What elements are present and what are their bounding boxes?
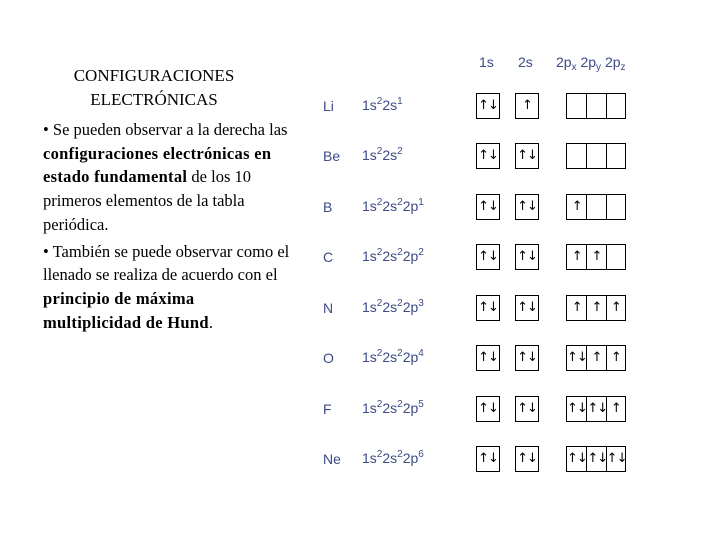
config-orbital: 2p	[402, 248, 419, 264]
spin-up-arrow: ↑	[517, 148, 527, 163]
orbital-cell-2s	[516, 296, 538, 320]
spin-up-arrow: ↑	[591, 249, 602, 264]
config-electron-count: 2	[397, 348, 403, 359]
element-symbol: N	[323, 300, 334, 316]
orbital-cell-2s	[516, 397, 538, 421]
element-row	[0, 344, 720, 374]
orbital-cell-2py	[586, 245, 605, 269]
config-orbital: 2s	[382, 450, 398, 466]
orbital-cell-2pz	[606, 447, 625, 471]
orbital-cell-2px	[567, 195, 586, 219]
spin-down-arrow: ↓	[488, 148, 498, 163]
spin-down-arrow: ↓	[527, 249, 537, 264]
orbital-cell-2pz	[606, 144, 625, 168]
element-symbol: Ne	[323, 451, 341, 467]
spin-up-arrow: ↑	[567, 350, 577, 365]
element-symbol: O	[323, 350, 334, 366]
orbital-box-2p	[566, 143, 626, 169]
spin-up-arrow: ↑	[571, 300, 582, 315]
header-2p-prefix: 2p	[604, 54, 621, 70]
orbital-box-2p	[566, 446, 626, 472]
spin-down-arrow: ↓	[597, 451, 608, 466]
spin-up-arrow: ↑	[610, 401, 621, 416]
spin-up-arrow: ↑	[478, 249, 488, 264]
config-electron-count: 2	[376, 449, 383, 460]
config-orbital: 1s	[362, 198, 377, 214]
config-orbital: 2s	[382, 349, 398, 365]
spin-down-arrow: ↓	[576, 401, 587, 416]
header-py: y	[596, 62, 602, 73]
config-orbital: 1s	[362, 147, 377, 163]
spin-up-arrow: ↑	[478, 401, 488, 416]
bullet-marker: •	[43, 120, 49, 139]
spin-up-arrow: ↑	[478, 300, 488, 315]
bullet-bold-text: configuraciones electrónicas en estado fundamental	[43, 143, 272, 187]
orbital-box-2s	[515, 295, 539, 321]
spin-up-arrow: ↑	[571, 199, 582, 214]
orbital-cell-2px	[567, 245, 586, 269]
orbital-cell-2s	[516, 195, 538, 219]
spin-down-arrow: ↓	[488, 350, 498, 365]
orbital-box-2s	[515, 446, 539, 472]
bullet-text: .	[208, 312, 213, 332]
orbital-cell-2px	[567, 296, 586, 320]
orbital-cell-2s	[516, 245, 538, 269]
bullet-bold-text: principio de máxima multiplicidad de Hund	[43, 288, 209, 332]
orbital-cell-1s	[477, 447, 499, 471]
orbital-box-2s	[515, 194, 539, 220]
orbital-box-2p	[566, 295, 626, 321]
spin-up-arrow: ↑	[478, 148, 488, 163]
orbital-cell-1s	[477, 296, 499, 320]
title-line-1: CONFIGURACIONES	[73, 66, 235, 85]
orbital-cell-2pz	[606, 195, 625, 219]
spin-up-arrow: ↑	[517, 451, 527, 466]
element-symbol: F	[323, 401, 332, 417]
orbital-cell-2s	[516, 447, 538, 471]
config-electron-count: 2	[376, 96, 383, 107]
config-electron-count: 2	[397, 247, 403, 258]
orbital-cell-2py	[586, 144, 605, 168]
orbital-box-2p	[566, 345, 626, 371]
orbital-cell-1s	[477, 245, 499, 269]
orbital-box-1s	[476, 345, 500, 371]
orbital-cell-1s	[477, 397, 499, 421]
header-2p	[556, 54, 626, 73]
orbital-cell-1s	[477, 195, 499, 219]
config-orbital: 2s	[382, 248, 398, 264]
config-orbital: 2s	[382, 400, 398, 416]
spin-up-arrow: ↑	[567, 401, 577, 416]
orbital-cell-2pz	[606, 397, 625, 421]
spin-up-arrow: ↑	[517, 199, 527, 214]
spin-up-arrow: ↑	[522, 98, 532, 113]
orbital-cell-2py	[586, 195, 605, 219]
electron-configuration	[362, 96, 403, 113]
spin-up-arrow: ↑	[591, 350, 602, 365]
spin-up-arrow: ↑	[587, 401, 598, 416]
orbital-cell-2py	[586, 447, 608, 471]
config-orbital: 2s	[382, 198, 398, 214]
electron-configuration	[362, 348, 424, 365]
config-orbital: 1s	[362, 400, 377, 416]
orbital-cell-1s	[477, 346, 499, 370]
spin-up-arrow: ↑	[591, 300, 602, 315]
spin-down-arrow: ↓	[576, 350, 587, 365]
orbital-cell-2py	[586, 346, 605, 370]
config-orbital: 1s	[362, 349, 377, 365]
config-electron-count: 2	[376, 197, 383, 208]
orbital-cell-2px	[567, 94, 586, 118]
orbital-box-1s	[476, 244, 500, 270]
orbital-cell-2py	[586, 296, 605, 320]
element-row	[0, 142, 720, 172]
orbital-cell-2px	[567, 144, 586, 168]
spin-up-arrow: ↑	[517, 401, 527, 416]
spin-up-arrow: ↑	[610, 300, 621, 315]
electron-configuration	[362, 298, 424, 315]
spin-down-arrow: ↓	[597, 401, 608, 416]
element-row	[0, 445, 720, 475]
config-orbital: 2s	[382, 97, 398, 113]
spin-down-arrow: ↓	[488, 249, 498, 264]
config-orbital: 2p	[402, 349, 419, 365]
orbital-cell-2px	[567, 346, 586, 370]
spin-up-arrow: ↑	[587, 451, 598, 466]
header-pz: z	[620, 62, 626, 73]
spin-up-arrow: ↑	[517, 249, 527, 264]
element-symbol: Li	[323, 98, 334, 114]
orbital-box-1s	[476, 396, 500, 422]
config-electron-count: 2	[397, 449, 403, 460]
spin-down-arrow: ↓	[527, 350, 537, 365]
config-orbital: 2p	[402, 450, 419, 466]
header-px: x	[571, 62, 577, 73]
spin-down-arrow: ↓	[616, 451, 627, 466]
config-electron-count: 2	[397, 197, 403, 208]
config-electron-count: 2	[376, 399, 383, 410]
spin-up-arrow: ↑	[478, 350, 488, 365]
bullet-marker: •	[43, 241, 49, 261]
spin-up-arrow: ↑	[610, 350, 621, 365]
config-electron-count: 2	[418, 247, 424, 258]
spin-down-arrow: ↓	[527, 451, 537, 466]
orbital-box-1s	[476, 295, 500, 321]
orbital-cell-2pz	[606, 346, 625, 370]
orbital-box-2s	[515, 345, 539, 371]
orbital-box-2p	[566, 396, 626, 422]
spin-down-arrow: ↓	[527, 148, 537, 163]
orbital-cell-1s	[477, 144, 499, 168]
orbital-box-1s	[476, 93, 500, 119]
element-row	[0, 395, 720, 425]
config-electron-count: 4	[418, 348, 424, 359]
config-electron-count: 2	[376, 247, 383, 258]
config-orbital: 1s	[362, 97, 377, 113]
spin-down-arrow: ↓	[488, 98, 498, 113]
spin-up-arrow: ↑	[517, 300, 527, 315]
config-electron-count: 3	[418, 298, 424, 309]
orbital-cell-2s	[516, 346, 538, 370]
bullet-text: También se puede observar como el llenado se realiza de acuerdo con el	[43, 241, 290, 285]
element-symbol: C	[323, 249, 334, 265]
config-orbital: 1s	[362, 450, 377, 466]
config-orbital: 1s	[362, 248, 377, 264]
header-2p-prefix: 2p	[556, 54, 572, 70]
spin-down-arrow: ↓	[488, 300, 498, 315]
element-symbol: Be	[323, 148, 341, 164]
electron-configuration	[362, 449, 424, 466]
orbital-box-2s	[515, 396, 539, 422]
config-orbital: 1s	[362, 299, 377, 315]
electron-configuration	[362, 146, 403, 163]
orbital-cell-2pz	[606, 296, 625, 320]
orbital-box-2s	[515, 93, 539, 119]
spin-up-arrow: ↑	[571, 249, 582, 264]
config-electron-count: 2	[397, 399, 403, 410]
header-1s: 1s	[479, 54, 494, 70]
orbital-cell-2px	[567, 397, 586, 421]
config-electron-count: 2	[397, 298, 403, 309]
element-row	[0, 92, 720, 122]
spin-down-arrow: ↓	[527, 401, 537, 416]
orbital-box-2s	[515, 143, 539, 169]
config-orbital: 2p	[402, 198, 419, 214]
element-row	[0, 193, 720, 223]
orbital-cell-1s	[477, 94, 499, 118]
orbital-cell-2py	[586, 397, 608, 421]
electron-configuration	[362, 197, 424, 214]
orbital-box-1s	[476, 194, 500, 220]
config-electron-count: 5	[418, 399, 424, 410]
spin-down-arrow: ↓	[527, 300, 537, 315]
orbital-box-2p	[566, 93, 626, 119]
spin-up-arrow: ↑	[478, 451, 488, 466]
config-electron-count: 2	[376, 146, 383, 157]
config-electron-count: 1	[418, 197, 424, 208]
config-orbital: 2s	[382, 299, 398, 315]
orbital-cell-2s	[516, 94, 538, 118]
spin-down-arrow: ↓	[488, 401, 498, 416]
config-electron-count: 2	[376, 298, 383, 309]
orbital-box-1s	[476, 446, 500, 472]
orbital-cell-2pz	[606, 94, 625, 118]
spin-up-arrow: ↑	[606, 451, 617, 466]
spin-down-arrow: ↓	[576, 451, 587, 466]
config-electron-count: 2	[397, 146, 403, 157]
orbital-box-1s	[476, 143, 500, 169]
spin-up-arrow: ↑	[478, 98, 488, 113]
element-row	[0, 243, 720, 273]
element-symbol: B	[323, 199, 333, 215]
orbital-cell-2pz	[606, 245, 625, 269]
orbital-box-2p	[566, 194, 626, 220]
config-electron-count: 2	[376, 348, 383, 359]
spin-up-arrow: ↑	[567, 451, 577, 466]
orbital-box-2s	[515, 244, 539, 270]
spin-down-arrow: ↓	[488, 451, 498, 466]
config-orbital: 2p	[402, 299, 419, 315]
element-row	[0, 294, 720, 324]
orbital-cell-2s	[516, 144, 538, 168]
bullet-text: Se pueden observar a la derecha las	[48, 120, 288, 139]
orbital-box-2p	[566, 244, 626, 270]
orbital-cell-2px	[567, 447, 586, 471]
electron-configuration	[362, 247, 424, 264]
config-orbital: 2p	[402, 400, 419, 416]
header-2s: 2s	[518, 54, 533, 70]
bullet-text: de los 10 primeros elementos de la tabla periódica.	[43, 167, 252, 234]
spin-up-arrow: ↑	[478, 199, 488, 214]
spin-down-arrow: ↓	[488, 199, 498, 214]
config-orbital: 2s	[382, 147, 398, 163]
header-2p-prefix: 2p	[580, 54, 597, 70]
config-electron-count: 6	[418, 449, 424, 460]
spin-down-arrow: ↓	[527, 199, 537, 214]
electron-configuration	[362, 399, 424, 416]
spin-up-arrow: ↑	[517, 350, 527, 365]
config-electron-count: 1	[397, 96, 403, 107]
title-line-2: ELECTRÓNICAS	[90, 90, 218, 109]
orbital-cell-2py	[586, 94, 605, 118]
